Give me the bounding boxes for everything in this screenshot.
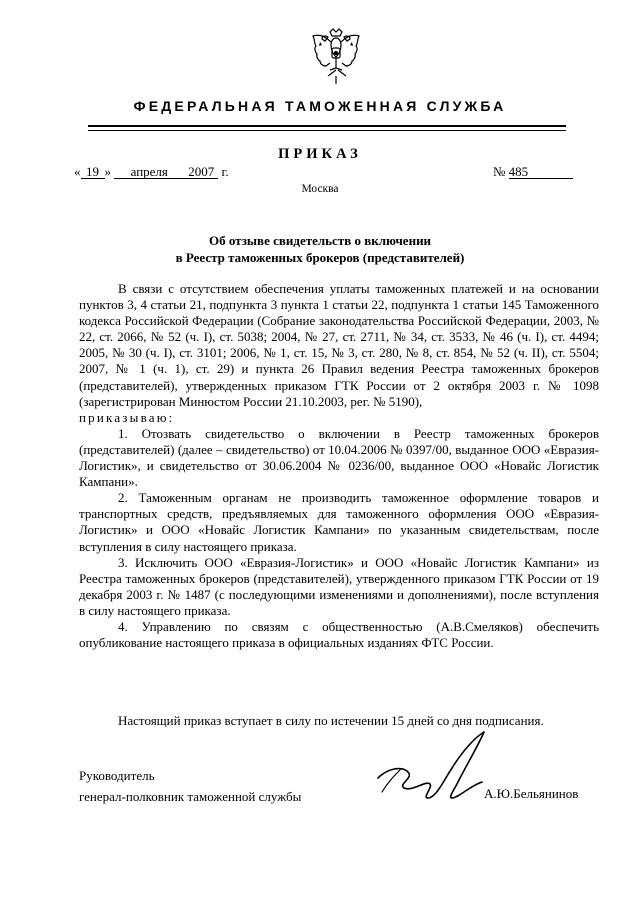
item-2: 2. Таможенным органам не производить таможенное оформление товаров и транспортных средств, предъявляемых для таможенного оформления ООО «Евразия-Логистик» и ООО «Новайс Логистик Кампани» по указанным свидетельствам, после вступления в силу настоящего приказа. [79, 490, 599, 554]
order-word: приказываю: [79, 409, 175, 425]
date-month: апреля [114, 165, 184, 179]
state-emblem-icon [310, 28, 362, 86]
position-line-2: генерал-полковник таможенной службы [79, 789, 302, 804]
date-year: 2007 [184, 165, 218, 179]
effective-clause: Настоящий приказ вступает в силу по истечении 15 дней со дня подписания. [118, 713, 544, 728]
number-label: № [493, 164, 506, 179]
document-type: ПРИКАЗ [278, 146, 362, 162]
city: Москва [301, 183, 339, 195]
number-value: 485 [509, 165, 573, 179]
date-suffix: г. [218, 164, 229, 179]
item-4: 4. Управлению по связям с общественностью (А.В.Смеляков) обеспечить опубликование настоящего приказа в официальных изданиях ФТС России. [79, 618, 599, 651]
handwritten-signature [370, 730, 510, 820]
item-3: 3. Исключить ООО «Евразия-Логистик» и ООО «Новайс Логистик Кампани» из Реестра таможенных брокеров (представителей), утвержденного приказом ГТК России от 19 декабря 2003 г. № 1487 (с последующими изменениями и дополнениями), после вступления в силу настоящего приказа. [79, 554, 599, 618]
date-open-quote: « [74, 164, 81, 179]
document-body [79, 281, 599, 651]
title-line-1: Об отзыве свидетельств о включении [208, 233, 432, 248]
position-line-1: Руководитель [79, 768, 155, 783]
document-title [0, 232, 640, 266]
signer-name: А.Ю.Бельянинов [484, 786, 579, 801]
item-1: 1. Отозвать свидетельство о включении в Реестр таможенных брокеров (представителей) (далее – свидетельство) от 10.04.2006 № 0397/00, выданное ООО «Евразия-Логистик», и свидетельство от 30.06.2004 № 0236/00, выданное ООО «Новайс Логистик Кампани». [79, 425, 599, 490]
header-rule-thick [88, 125, 566, 127]
agency-name: ФЕДЕРАЛЬНАЯ ТАМОЖЕННАЯ СЛУЖБА [133, 98, 507, 114]
document-date [74, 164, 229, 180]
title-line-2: в Реестр таможенных брокеров (представителей) [175, 250, 465, 265]
document-number [493, 164, 573, 180]
signer-position [79, 765, 301, 807]
preamble: В связи с отсутствием обеспечения уплаты таможенных платежей и на основании пунктов 3, 4 статьи 21, подпункта 3 пункта 1 статьи 22, подпункта 1 статьи 145 Таможенного кодекса Российской Федерации (Собрание законодательства Российской Федерации, 2003, № 22, ст. 2066, № 52 (ч. I), ст. 5038; 2004, № 27, ст. 2711, № 34, ст. 3533, № 46 (ч. I), ст. 4494; 2005, № 30 (ч. I), ст. 3101; 2006, № 1, ст. 15, № 3, ст. 280, № 8, ст. 854, № 52 (ч. II), ст. 5504; 2007, № 1 (ч. 1), ст. 29) и пункта 26 Правил ведения Реестра таможенных брокеров (представителей), утвержденных приказом ГТК России от 2 октября 2003 г. № 1098 (зарегистрирован Минюстом России 21.10.2003, рег. № 5190), [79, 281, 599, 409]
date-close-quote: » [104, 164, 111, 179]
date-day: 19 [81, 165, 105, 179]
header-rule-thin [88, 130, 566, 131]
